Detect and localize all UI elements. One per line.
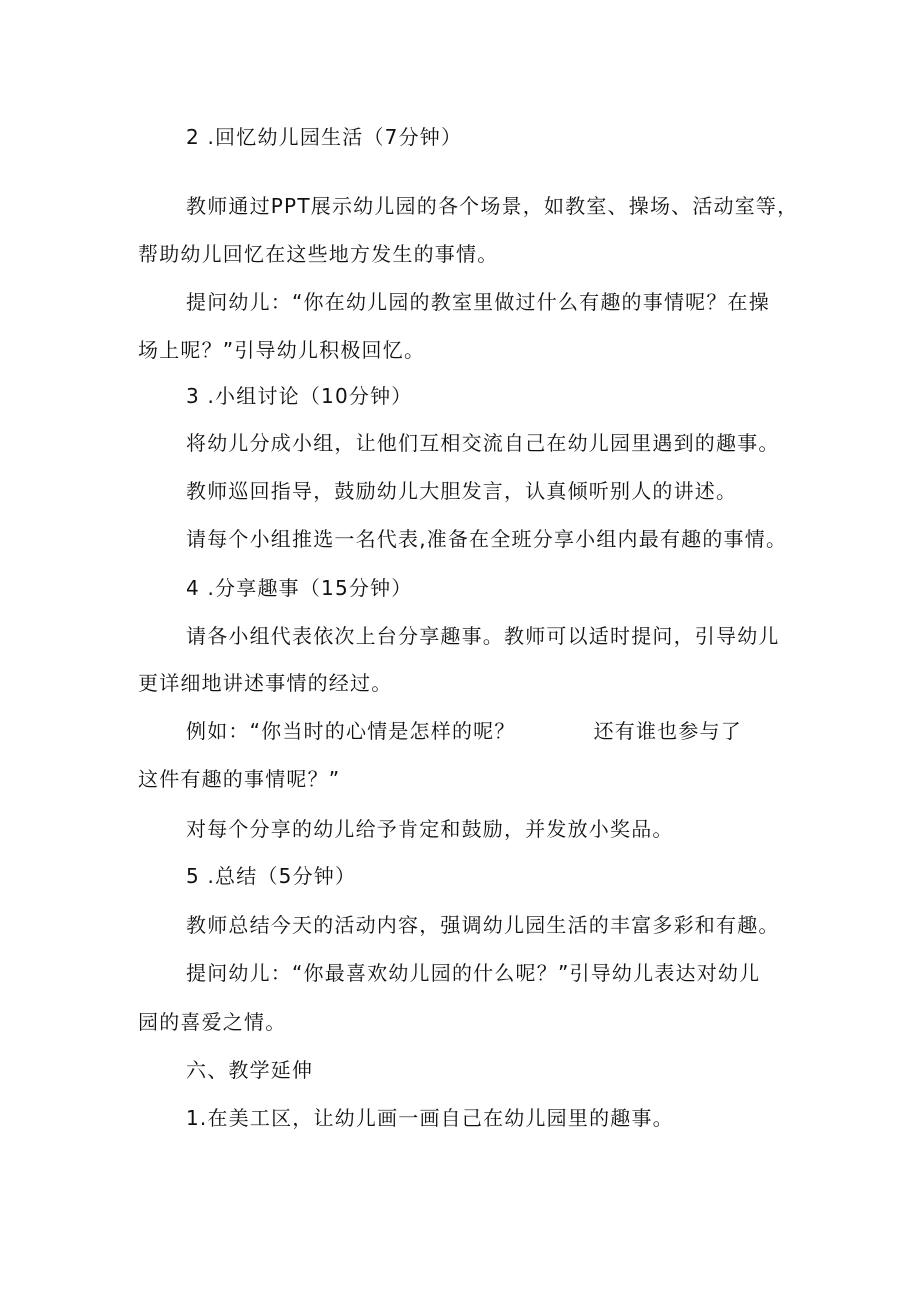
- example-question: 例如：“你当时的心情是怎样的呢？: [186, 719, 516, 743]
- paragraph-line: 教师巡回指导，鼓励幼儿大胆发言，认真倾听别人的讲述。: [186, 479, 738, 503]
- section-heading: 3 .小组讨论（10分钟）: [186, 384, 413, 408]
- paragraph-line: 园的喜爱之情。: [138, 1010, 287, 1034]
- example-question-continued: 还有谁也参与了: [593, 719, 742, 743]
- paragraph-line: 请每个小组推选一名代表,准备在全班分享小组内最有趣的事情。: [186, 527, 788, 551]
- paragraph-line: 提问幼儿：“你在幼儿园的教室里做过什么有趣的事情呢？在操: [186, 290, 770, 314]
- section-heading: 2 .回忆幼儿园生活（7分钟）: [186, 125, 463, 149]
- section-heading: 5 .总结（5分钟）: [186, 864, 357, 888]
- paragraph-line: 场上呢？”引导幼儿积极回忆。: [138, 338, 426, 362]
- paragraph-line: 教师总结今天的活动内容，强调幼儿园生活的丰富多彩和有趣。: [186, 913, 780, 937]
- paragraph-line: 对每个分享的幼儿给予肯定和鼓励，并发放小奖品。: [186, 817, 674, 841]
- paragraph-line: 帮助幼儿回忆在这些地方发生的事情。: [138, 242, 499, 266]
- paragraph-line: 教师通过PPT展示幼儿园的各个场景，如教室、操场、活动室等，: [186, 194, 799, 218]
- paragraph-line: [186, 719, 742, 743]
- paragraph-line: 提问幼儿：“你最喜欢幼儿园的什么呢？”引导幼儿表达对幼儿: [186, 961, 761, 985]
- paragraph-line: 这件有趣的事情呢？”: [138, 767, 341, 791]
- section-heading: 4 .分享趣事（15分钟）: [186, 576, 413, 600]
- paragraph-line: 更详细地讲述事情的经过。: [138, 671, 393, 695]
- chapter-heading: 六、教学延伸: [186, 1058, 314, 1082]
- paragraph-line: 请各小组代表依次上台分享趣事。教师可以适时提问，引导幼儿: [186, 624, 780, 648]
- paragraph-line: 将幼儿分成小组，让他们互相交流自己在幼儿园里遇到的趣事。: [186, 431, 780, 455]
- paragraph-line: 1.在美工区，让幼儿画一画自己在幼儿园里的趣事。: [186, 1106, 674, 1130]
